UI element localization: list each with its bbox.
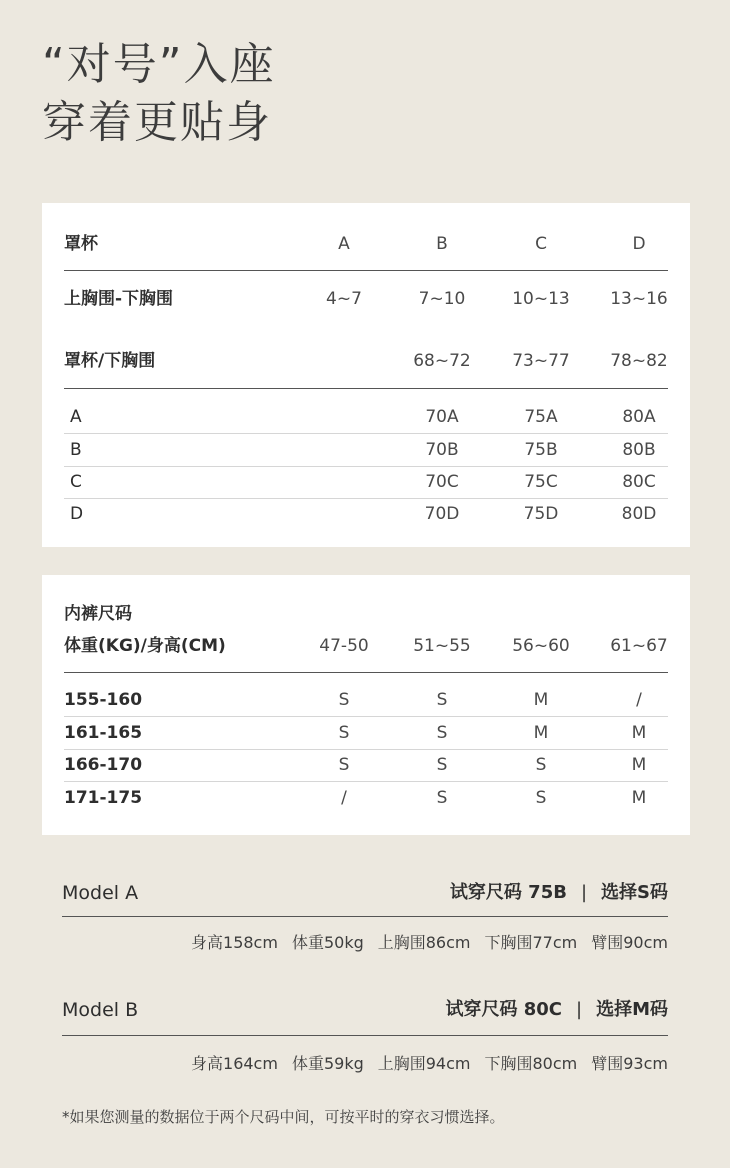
table-cell: 75C [524,472,558,492]
model-a-fit-size: 试穿尺码 75B [449,882,567,903]
cup-col-c: C [535,234,547,254]
table-row [64,749,668,781]
row-label: A [70,407,82,427]
model-b-fit [445,995,668,1025]
table-cell: 78~82 [610,351,668,371]
stat-height: 身高164cm [191,1054,278,1073]
stat-arm: 臂围90cm [591,933,668,952]
table-cell: S [436,755,448,775]
stat-weight: 体重50kg [291,933,364,952]
table-cell: 80B [622,440,656,460]
underwear-header-row [64,630,668,662]
table-row [64,498,668,530]
row-label: 上胸围-下胸围 [64,289,174,309]
table-cell: 4~7 [326,289,362,309]
table-cell: 70B [425,440,459,460]
table-cell: 73~77 [512,351,570,371]
table-row [64,684,668,716]
table-cell: M [631,723,647,743]
table-cell: 68~72 [413,351,471,371]
table-cell: S [436,788,448,808]
divider [62,1035,668,1036]
footnote: *如果您测量的数据位于两个尺码中间，可按平时的穿衣习惯选择。 [62,1108,505,1126]
table-cell: S [535,788,547,808]
title-line-2: 穿着更贴身 [42,97,272,148]
row-label: C [70,472,82,492]
row-label: 166-170 [64,755,143,775]
table-cell: 70D [424,504,460,524]
bra-size-table [42,203,690,547]
table-row [64,466,668,498]
model-b-choice: 选择M码 [596,999,668,1020]
cup-col-b: B [436,234,448,254]
model-b-stats [177,1050,668,1078]
row-label: 罩杯/下胸围 [64,351,156,371]
header-label: 体重(KG)/身高(CM) [64,636,226,656]
divider [64,672,668,673]
table-cell: S [338,690,350,710]
separator: | [576,999,583,1020]
table-cell: S [436,690,448,710]
model-a-name: Model A [62,882,139,904]
stat-underbust: 下胸围80cm [484,1054,578,1073]
table-cell: 75B [524,440,558,460]
table-cell: 80D [621,504,657,524]
divider [62,916,668,917]
table-cell: 80C [622,472,656,492]
table-cell: / [636,690,642,710]
model-a-fit [450,878,668,908]
weight-col: 61~67 [610,636,668,656]
title-line-1: “对号”入座 [42,39,276,90]
model-b-fit-size: 试穿尺码 80C [445,999,562,1020]
weight-col: 56~60 [512,636,570,656]
table-cell: M [631,788,647,808]
model-a-stats [177,929,668,957]
table-cell: S [436,723,448,743]
cup-header-label: 罩杯 [64,234,98,254]
stat-arm: 臂围93cm [591,1054,668,1073]
underwear-title: 内裤尺码 [64,604,132,624]
underwear-size-table [42,575,690,835]
divider [64,388,668,389]
stat-weight: 体重59kg [291,1054,364,1073]
table-cell: 13~16 [610,289,668,309]
table-cell: / [341,788,347,808]
row-label: 171-175 [64,788,143,808]
weight-col: 47-50 [319,636,369,656]
band-row [64,345,668,377]
row-label: 161-165 [64,723,143,743]
model-b-name: Model B [62,999,139,1021]
table-cell: 75D [523,504,559,524]
table-row [64,782,668,814]
table-row [64,401,668,433]
table-cell [304,345,384,377]
weight-col: 51~55 [413,636,471,656]
row-label: D [70,504,84,524]
model-a-choice: 选择S码 [601,882,668,903]
divider [64,270,668,271]
table-cell: M [631,755,647,775]
underwear-title-row [64,598,668,630]
bust-diff-row [64,283,668,315]
table-cell: 80A [622,407,656,427]
table-cell: 70C [425,472,459,492]
row-label: B [70,440,82,460]
stat-bust: 上胸围94cm [377,1054,471,1073]
table-cell: 75A [524,407,558,427]
row-label: 155-160 [64,690,143,710]
table-cell: S [338,755,350,775]
table-cell: 10~13 [512,289,570,309]
table-row [64,434,668,466]
stat-underbust: 下胸围77cm [484,933,578,952]
table-cell: 70A [425,407,459,427]
stat-bust: 上胸围86cm [377,933,471,952]
stat-height: 身高158cm [191,933,278,952]
table-cell: 7~10 [418,289,466,309]
cup-col-d: D [632,234,646,254]
table-cell: M [533,690,549,710]
table-cell: S [338,723,350,743]
table-cell: M [533,723,549,743]
table-row [64,717,668,749]
separator: | [580,882,588,903]
cup-col-a: A [338,234,350,254]
page-title [42,36,276,152]
table-cell: S [535,755,547,775]
bra-header-row [64,228,668,260]
